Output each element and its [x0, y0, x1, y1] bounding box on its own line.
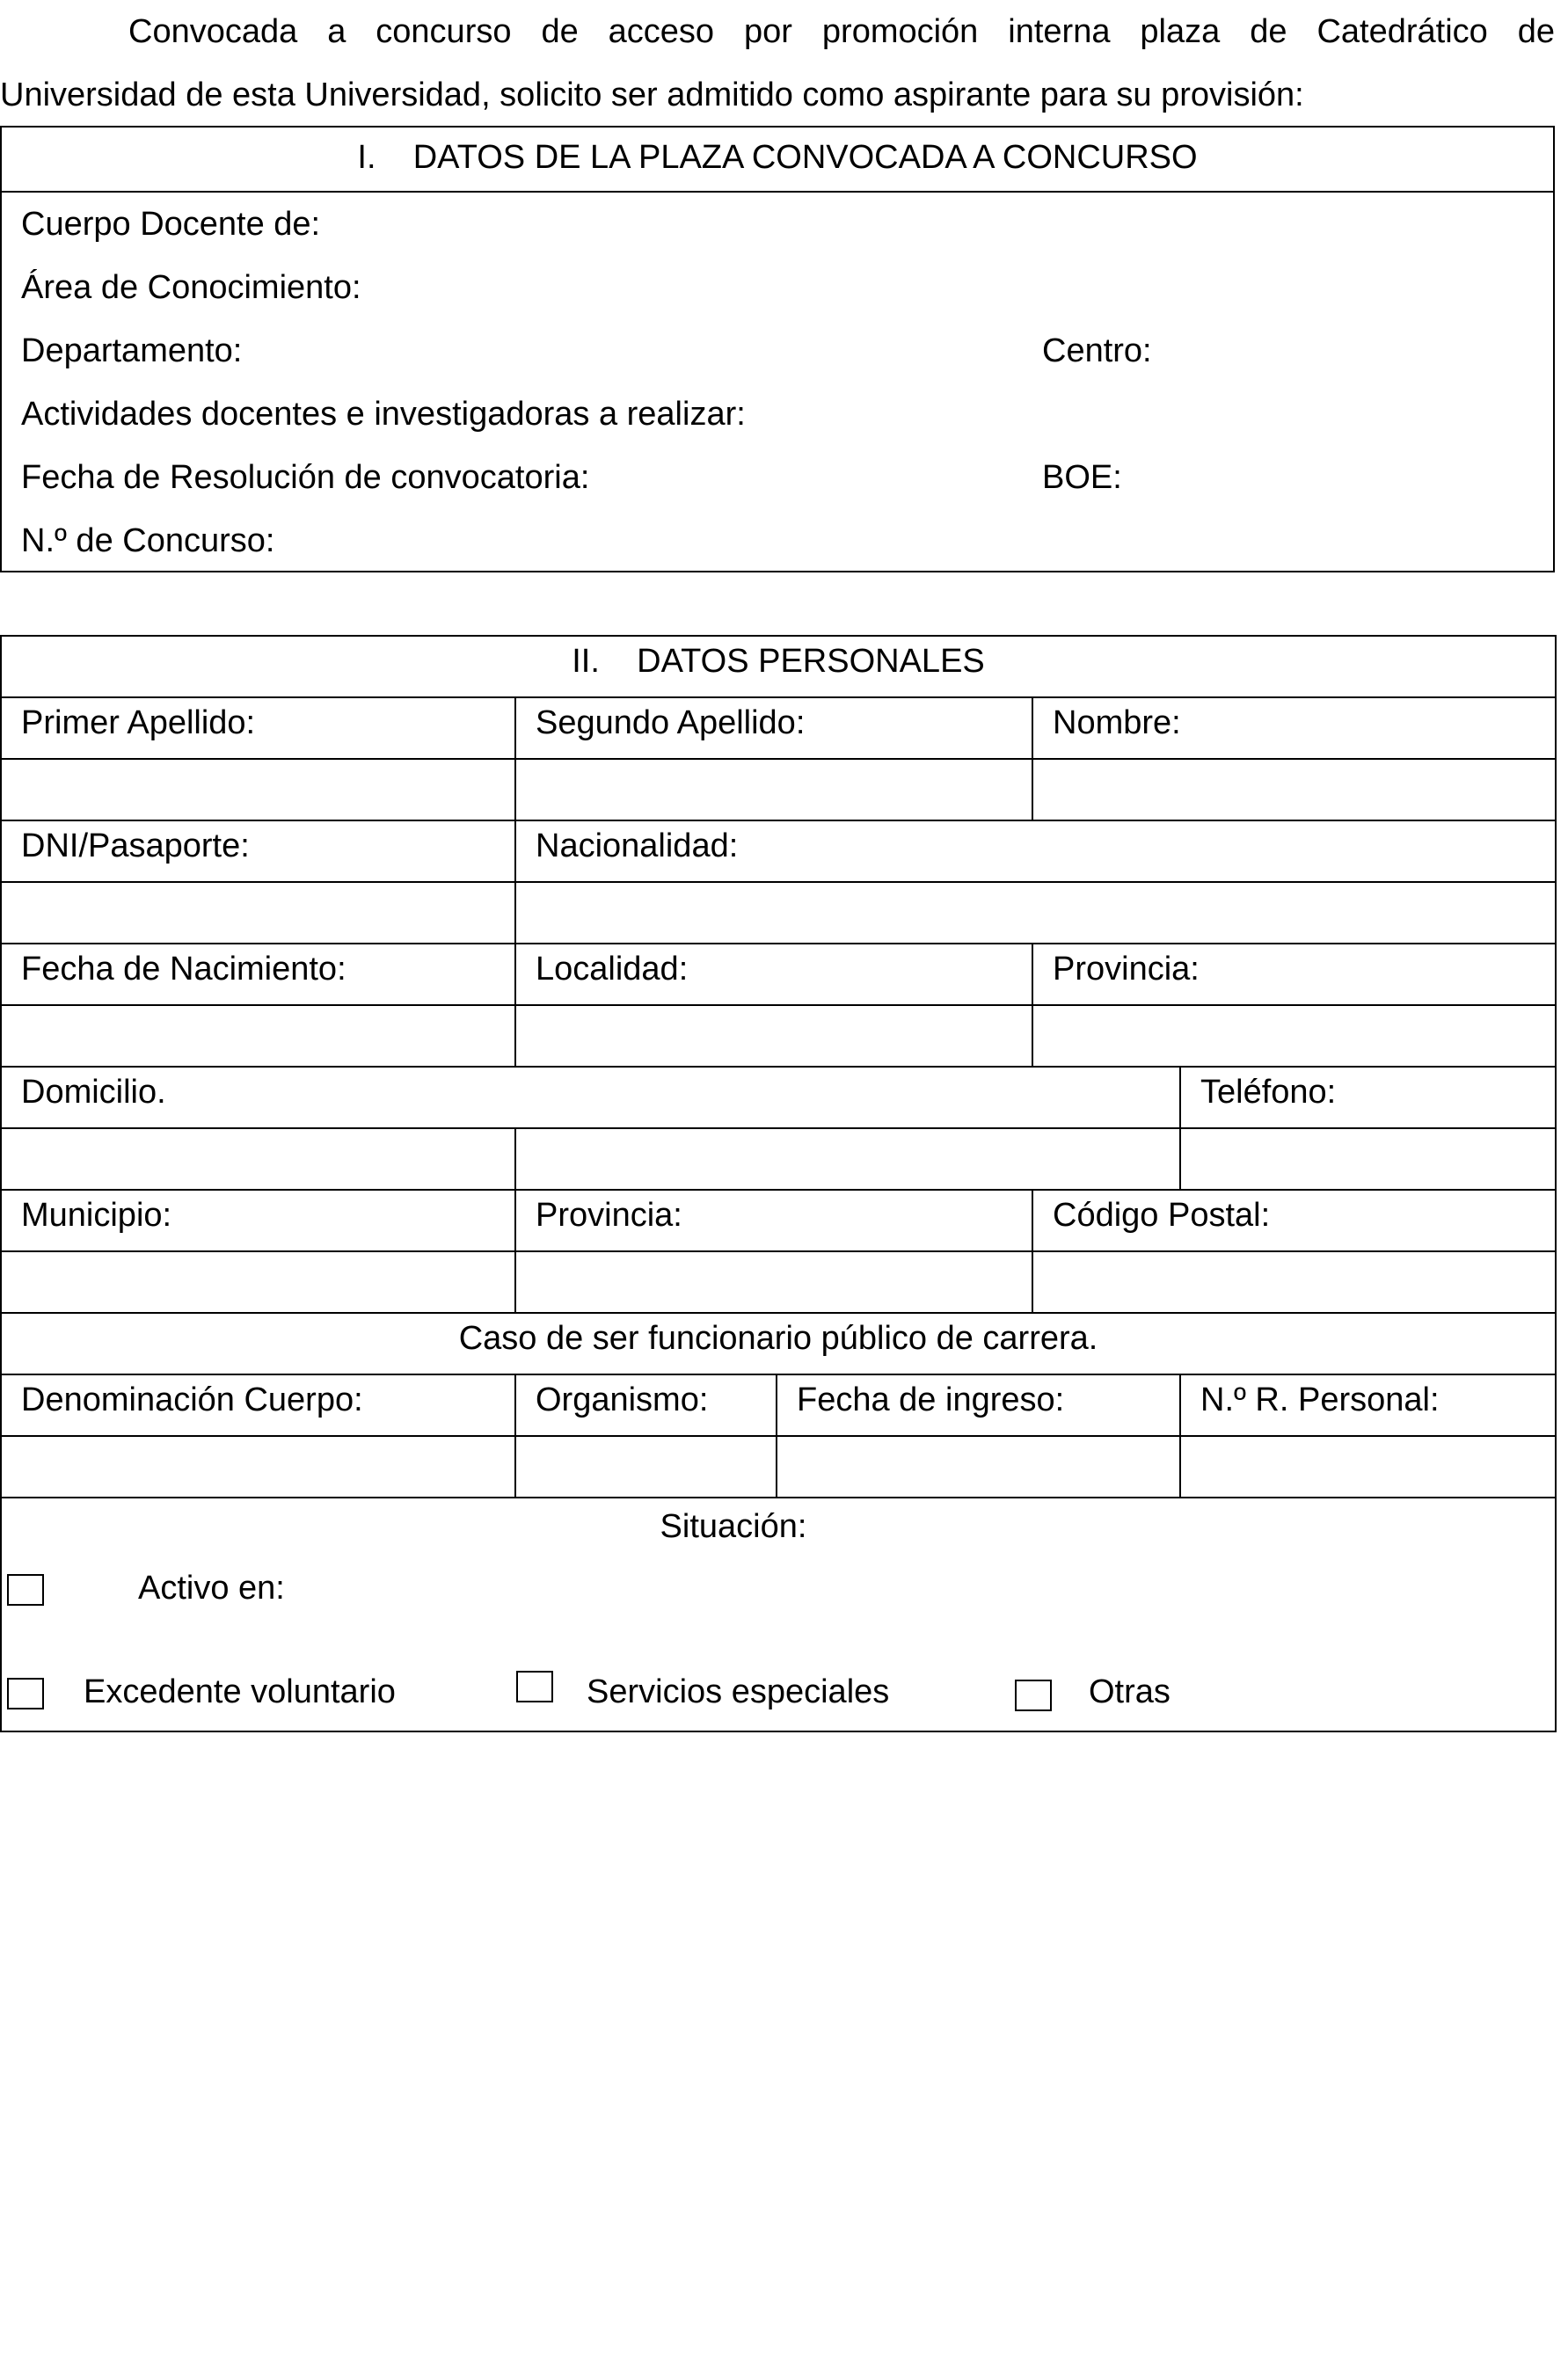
denominacion-cuerpo-label: Denominación Cuerpo:: [1, 1374, 515, 1436]
boe-label: BOE:: [1042, 459, 1122, 496]
servicios-especiales-label: Servicios especiales: [587, 1673, 890, 1710]
segundo-apellido-label: Segundo Apellido:: [515, 697, 1032, 759]
fecha-ingreso-field[interactable]: [777, 1436, 1180, 1498]
cuerpo-docente-row[interactable]: [2, 193, 1553, 256]
fecha-nacimiento-label: Fecha de Nacimiento:: [1, 944, 515, 1005]
localidad-label: Localidad:: [515, 944, 1032, 1005]
servicios-especiales-checkbox[interactable]: [516, 1671, 553, 1702]
nombre-label: Nombre:: [1032, 697, 1556, 759]
denominacion-cuerpo-field[interactable]: [1, 1436, 515, 1498]
excedente-label: Excedente voluntario: [84, 1673, 396, 1710]
fecha-ingreso-label: Fecha de ingreso:: [777, 1374, 1180, 1436]
provincia-domicilio-field[interactable]: [515, 1251, 1032, 1313]
nacionalidad-field[interactable]: [515, 882, 1556, 944]
intro-line-2: Universidad de esta Universidad, solicito ser admitido como aspirante para su provisión:: [0, 77, 1304, 113]
codigo-postal-label: Código Postal:: [1032, 1190, 1556, 1251]
area-conocimiento-row[interactable]: [2, 256, 1553, 319]
n-concurso-label: N.º de Concurso:: [21, 522, 275, 559]
departamento-row[interactable]: [2, 319, 1553, 383]
fecha-resolucion-row[interactable]: [2, 446, 1553, 509]
fecha-nacimiento-field[interactable]: [1, 1005, 515, 1067]
primer-apellido-label: Primer Apellido:: [1, 697, 515, 759]
municipio-label: Municipio:: [1, 1190, 515, 1251]
intro-paragraph: [0, 0, 1555, 127]
organismo-field[interactable]: [515, 1436, 777, 1498]
n-concurso-row[interactable]: [2, 509, 1553, 572]
telefono-field[interactable]: [1180, 1128, 1556, 1190]
datos-personales-table: [0, 635, 1557, 1732]
situacion-label: Situación:: [660, 1508, 807, 1545]
funcionario-heading: Caso de ser funcionario público de carrera.: [1, 1313, 1556, 1374]
nr-personal-label: N.º R. Personal:: [1180, 1374, 1556, 1436]
intro-line-1: Convocada a concurso de acceso por promoción interna plaza de Catedrático de: [128, 13, 1555, 50]
domicilio-field-1[interactable]: [1, 1128, 515, 1190]
area-conocimiento-label: Área de Conocimiento:: [21, 269, 361, 306]
codigo-postal-field[interactable]: [1032, 1251, 1556, 1313]
plaza-section-title: I. DATOS DE LA PLAZA CONVOCADA A CONCURSO: [2, 128, 1553, 193]
cuerpo-docente-label: Cuerpo Docente de:: [21, 206, 321, 243]
nombre-field[interactable]: [1032, 759, 1556, 820]
domicilio-label: Domicilio.: [1, 1067, 1180, 1128]
otras-checkbox[interactable]: [1015, 1680, 1052, 1711]
fecha-resolucion-label: Fecha de Resolución de convocatoria:: [21, 459, 590, 496]
provincia-label: Provincia:: [1032, 944, 1556, 1005]
activo-checkbox[interactable]: [7, 1574, 44, 1606]
plaza-section: [0, 126, 1555, 572]
otras-label: Otras: [1089, 1673, 1171, 1710]
dni-label: DNI/Pasaporte:: [1, 820, 515, 882]
domicilio-field-2[interactable]: [515, 1128, 1180, 1190]
actividades-label: Actividades docentes e investigadoras a realizar:: [21, 396, 746, 433]
primer-apellido-field[interactable]: [1, 759, 515, 820]
telefono-label: Teléfono:: [1180, 1067, 1556, 1128]
provincia-domicilio-label: Provincia:: [515, 1190, 1032, 1251]
segundo-apellido-field[interactable]: [515, 759, 1032, 820]
activo-label: Activo en:: [138, 1570, 285, 1607]
nacionalidad-label: Nacionalidad:: [515, 820, 1556, 882]
centro-label: Centro:: [1042, 332, 1152, 369]
actividades-row[interactable]: [2, 383, 1553, 446]
datos-personales-title: II. DATOS PERSONALES: [1, 636, 1556, 697]
nr-personal-field[interactable]: [1180, 1436, 1556, 1498]
excedente-checkbox[interactable]: [7, 1678, 44, 1709]
provincia-field[interactable]: [1032, 1005, 1556, 1067]
localidad-field[interactable]: [515, 1005, 1032, 1067]
dni-field[interactable]: [1, 882, 515, 944]
municipio-field[interactable]: [1, 1251, 515, 1313]
departamento-label: Departamento:: [21, 332, 243, 369]
organismo-label: Organismo:: [515, 1374, 777, 1436]
situacion-cell: [1, 1498, 1556, 1731]
